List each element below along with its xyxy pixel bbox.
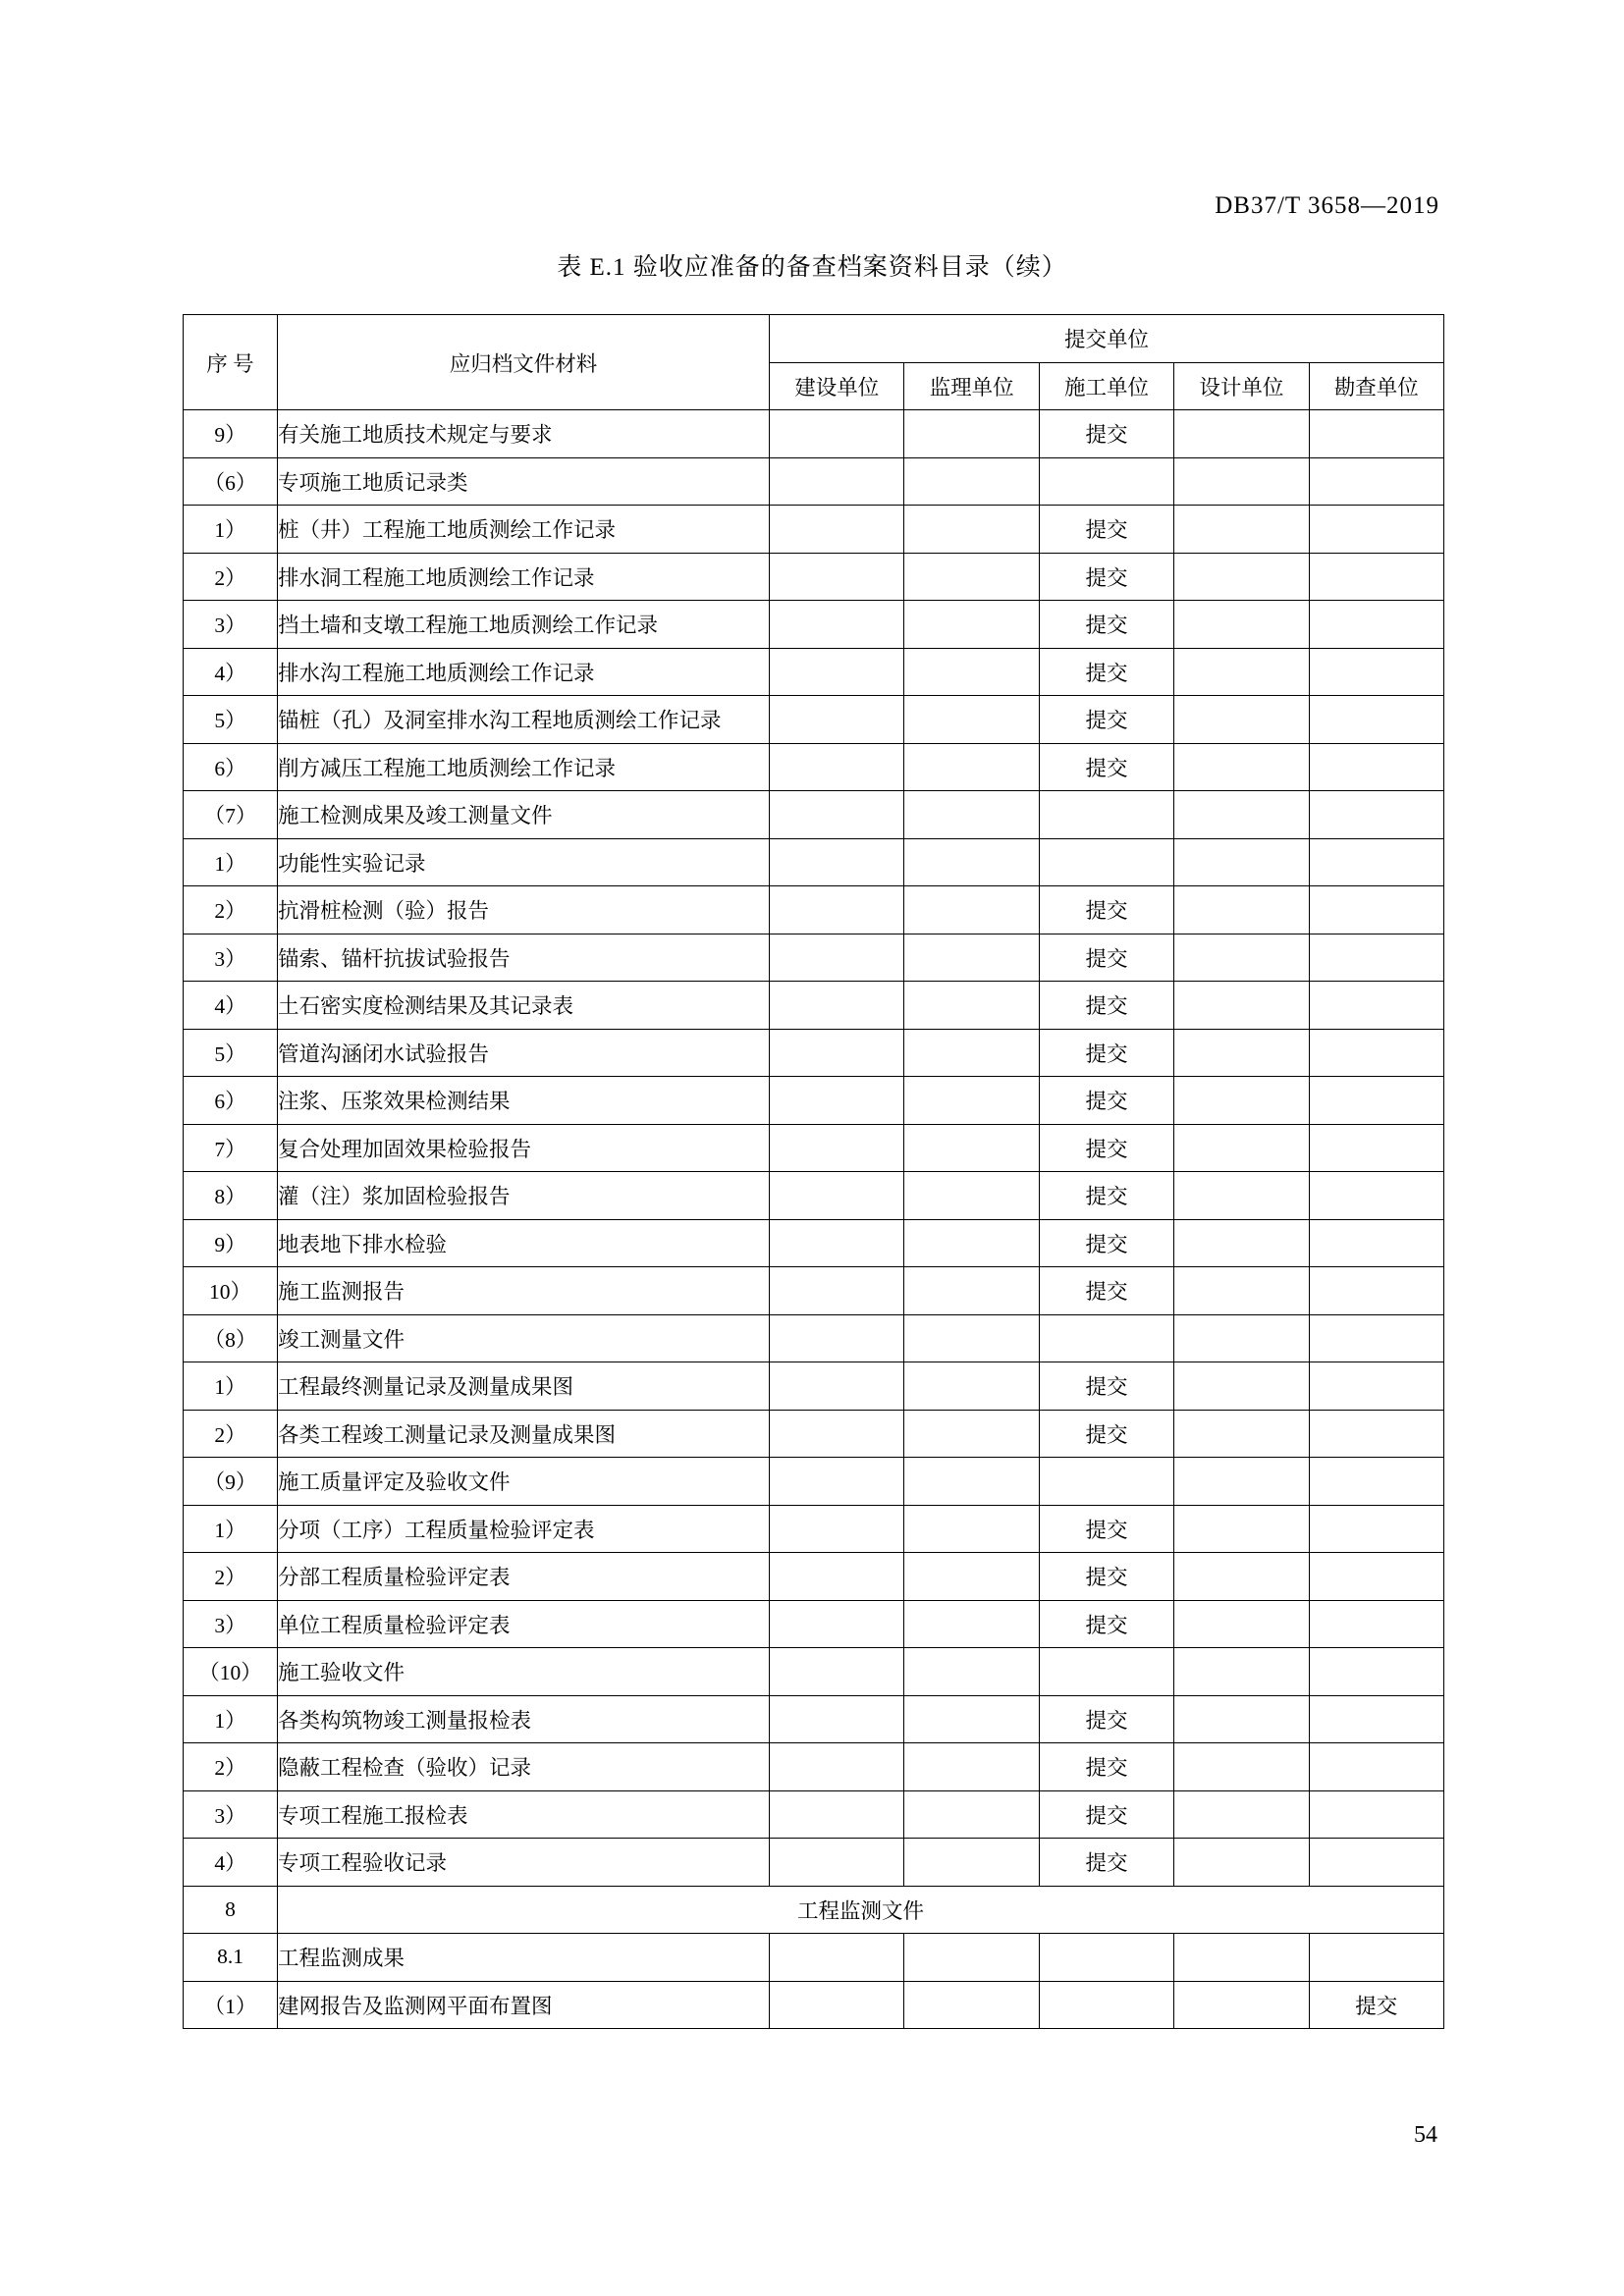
row-seq: 2） xyxy=(184,553,278,601)
row-seq: 2） xyxy=(184,1553,278,1601)
row-submit-cell xyxy=(1309,1648,1443,1696)
row-submit-cell xyxy=(770,1839,904,1887)
row-submit-cell xyxy=(1174,1172,1309,1220)
row-document-name: 施工检测成果及竣工测量文件 xyxy=(278,791,770,839)
row-submit-cell xyxy=(904,1648,1039,1696)
row-submit-cell xyxy=(904,982,1039,1030)
table-row xyxy=(184,1981,1444,2029)
row-document-name: 排水洞工程施工地质测绘工作记录 xyxy=(278,553,770,601)
table-row xyxy=(184,601,1444,649)
table-row xyxy=(184,838,1444,886)
row-submit-cell xyxy=(770,601,904,649)
row-seq: 8.1 xyxy=(184,1934,278,1982)
row-submit-cell: 提交 xyxy=(1039,1124,1173,1172)
row-submit-cell: 提交 xyxy=(1039,648,1173,696)
row-submit-cell xyxy=(904,696,1039,744)
row-submit-cell xyxy=(1174,1077,1309,1125)
row-submit-cell xyxy=(770,1458,904,1506)
row-document-name: 功能性实验记录 xyxy=(278,838,770,886)
row-document-name: 复合处理加固效果检验报告 xyxy=(278,1124,770,1172)
row-seq: 1） xyxy=(184,1505,278,1553)
row-submit-cell xyxy=(1039,791,1173,839)
table-row xyxy=(184,1505,1444,1553)
row-submit-cell xyxy=(770,1314,904,1362)
row-submit-cell: 提交 xyxy=(1039,886,1173,934)
row-seq: 5） xyxy=(184,696,278,744)
row-document-name: 建网报告及监测网平面布置图 xyxy=(278,1981,770,2029)
row-submit-cell xyxy=(904,1934,1039,1982)
row-submit-cell xyxy=(1309,410,1443,458)
table-row xyxy=(184,506,1444,554)
table-row xyxy=(184,410,1444,458)
row-submit-cell xyxy=(904,1553,1039,1601)
table-row xyxy=(184,457,1444,506)
row-document-name: 地表地下排水检验 xyxy=(278,1219,770,1267)
row-document-name: 注浆、压浆效果检测结果 xyxy=(278,1077,770,1125)
row-seq: 3） xyxy=(184,1790,278,1839)
row-submit-cell xyxy=(1174,838,1309,886)
row-submit-cell xyxy=(1174,648,1309,696)
row-seq: 3） xyxy=(184,601,278,649)
table-row xyxy=(184,1600,1444,1648)
row-submit-cell xyxy=(770,838,904,886)
row-submit-cell xyxy=(1174,1553,1309,1601)
row-submit-cell xyxy=(1309,457,1443,506)
row-submit-cell xyxy=(1309,1790,1443,1839)
row-submit-cell: 提交 xyxy=(1039,1839,1173,1887)
row-submit-cell xyxy=(770,1981,904,2029)
row-seq: 8 xyxy=(184,1886,278,1934)
row-submit-cell xyxy=(1174,1029,1309,1077)
row-document-name: 锚索、锚杆抗拔试验报告 xyxy=(278,934,770,982)
row-submit-cell xyxy=(1309,1362,1443,1411)
row-submit-cell xyxy=(1039,1934,1173,1982)
row-document-name: 灌（注）浆加固检验报告 xyxy=(278,1172,770,1220)
row-submit-cell xyxy=(1174,1648,1309,1696)
row-submit-cell xyxy=(1039,457,1173,506)
row-submit-cell xyxy=(904,1172,1039,1220)
table-caption: 表 E.1 验收应准备的备查档案资料目录（续） xyxy=(557,254,1067,281)
row-submit-cell xyxy=(1174,1124,1309,1172)
table-row xyxy=(184,696,1444,744)
row-document-name: 抗滑桩检测（验）报告 xyxy=(278,886,770,934)
row-document-name: 桩（井）工程施工地质测绘工作记录 xyxy=(278,506,770,554)
row-submit-cell: 提交 xyxy=(1039,1505,1173,1553)
row-submit-cell xyxy=(1309,1267,1443,1315)
row-submit-cell xyxy=(770,1219,904,1267)
row-submit-cell xyxy=(904,1981,1039,2029)
row-submit-cell xyxy=(904,648,1039,696)
row-submit-cell: 提交 xyxy=(1039,410,1173,458)
row-submit-cell xyxy=(1174,934,1309,982)
table-row xyxy=(184,1790,1444,1839)
row-submit-cell xyxy=(1174,1600,1309,1648)
row-submit-cell: 提交 xyxy=(1039,696,1173,744)
table-row xyxy=(184,648,1444,696)
row-submit-cell xyxy=(1174,1790,1309,1839)
row-submit-cell xyxy=(770,1790,904,1839)
row-seq: （7） xyxy=(184,791,278,839)
row-document-name: 分项（工序）工程质量检验评定表 xyxy=(278,1505,770,1553)
row-seq: 2） xyxy=(184,1743,278,1791)
row-seq: 1） xyxy=(184,1695,278,1743)
row-document-name: 工程最终测量记录及测量成果图 xyxy=(278,1362,770,1411)
row-submit-cell xyxy=(904,1458,1039,1506)
row-submit-cell: 提交 xyxy=(1039,1695,1173,1743)
table-row xyxy=(184,1314,1444,1362)
row-submit-cell xyxy=(904,1600,1039,1648)
row-submit-cell xyxy=(1309,1458,1443,1506)
row-submit-cell: 提交 xyxy=(1039,1172,1173,1220)
row-submit-cell xyxy=(1309,1077,1443,1125)
row-seq: 10） xyxy=(184,1267,278,1315)
row-submit-cell: 提交 xyxy=(1039,1362,1173,1411)
row-document-name: 各类构筑物竣工测量报检表 xyxy=(278,1695,770,1743)
row-submit-cell xyxy=(1174,696,1309,744)
row-submit-cell xyxy=(1309,1505,1443,1553)
row-submit-cell xyxy=(1174,1505,1309,1553)
row-submit-cell xyxy=(770,457,904,506)
row-submit-cell xyxy=(770,1124,904,1172)
row-document-name: 分部工程质量检验评定表 xyxy=(278,1553,770,1601)
row-submit-cell xyxy=(1309,886,1443,934)
table-row xyxy=(184,1934,1444,1982)
row-submit-cell xyxy=(770,1743,904,1791)
row-submit-cell xyxy=(770,553,904,601)
table-row xyxy=(184,743,1444,791)
header-unit-contractor: 施工单位 xyxy=(1039,362,1173,410)
row-submit-cell xyxy=(1309,696,1443,744)
row-document-name: 施工监测报告 xyxy=(278,1267,770,1315)
row-submit-cell xyxy=(770,696,904,744)
row-submit-cell xyxy=(1309,1600,1443,1648)
row-seq: 6） xyxy=(184,743,278,791)
row-submit-cell: 提交 xyxy=(1039,553,1173,601)
row-document-name: 土石密实度检测结果及其记录表 xyxy=(278,982,770,1030)
row-submit-cell: 提交 xyxy=(1039,1029,1173,1077)
row-submit-cell xyxy=(1309,1743,1443,1791)
table-head xyxy=(184,315,1444,410)
row-submit-cell xyxy=(904,886,1039,934)
row-submit-cell xyxy=(770,1648,904,1696)
row-submit-cell xyxy=(1174,791,1309,839)
row-submit-cell xyxy=(770,1267,904,1315)
archive-table-wrapper xyxy=(183,314,1444,2029)
row-submit-cell: 提交 xyxy=(1039,601,1173,649)
row-document-name: 竣工测量文件 xyxy=(278,1314,770,1362)
row-submit-cell xyxy=(770,1600,904,1648)
row-document-name: 隐蔽工程检查（验收）记录 xyxy=(278,1743,770,1791)
row-submit-cell xyxy=(1174,553,1309,601)
archive-table xyxy=(183,314,1444,2029)
header-seq: 序 号 xyxy=(184,315,278,410)
row-seq: 5） xyxy=(184,1029,278,1077)
row-submit-cell xyxy=(1174,1839,1309,1887)
row-submit-cell xyxy=(1309,1124,1443,1172)
row-submit-cell xyxy=(1174,1219,1309,1267)
row-submit-cell xyxy=(1309,1410,1443,1458)
row-submit-cell xyxy=(904,1743,1039,1791)
row-seq: （8） xyxy=(184,1314,278,1362)
table-row xyxy=(184,1648,1444,1696)
row-document-name: 单位工程质量检验评定表 xyxy=(278,1600,770,1648)
row-submit-cell xyxy=(904,1695,1039,1743)
header-submit-group: 提交单位 xyxy=(770,315,1444,363)
header-document-name: 应归档文件材料 xyxy=(278,315,770,410)
row-submit-cell: 提交 xyxy=(1039,506,1173,554)
header-unit-survey: 勘查单位 xyxy=(1309,362,1443,410)
row-submit-cell xyxy=(904,410,1039,458)
table-row xyxy=(184,934,1444,982)
row-document-name: 专项工程施工报检表 xyxy=(278,1790,770,1839)
row-submit-cell xyxy=(1309,1553,1443,1601)
row-section-title: 工程监测文件 xyxy=(278,1886,1444,1934)
row-document-name: 锚桩（孔）及洞室排水沟工程地质测绘工作记录 xyxy=(278,696,770,744)
row-seq: 6） xyxy=(184,1077,278,1125)
row-seq: 1） xyxy=(184,506,278,554)
row-seq: 9） xyxy=(184,1219,278,1267)
row-submit-cell xyxy=(770,1505,904,1553)
table-row xyxy=(184,1839,1444,1887)
row-submit-cell xyxy=(1174,506,1309,554)
row-submit-cell xyxy=(1309,1029,1443,1077)
row-submit-cell xyxy=(1174,1458,1309,1506)
row-document-name: 施工验收文件 xyxy=(278,1648,770,1696)
table-row xyxy=(184,1077,1444,1125)
table-row xyxy=(184,1124,1444,1172)
row-seq: 4） xyxy=(184,648,278,696)
row-submit-cell xyxy=(904,1029,1039,1077)
row-submit-cell xyxy=(1309,1314,1443,1362)
row-seq: 7） xyxy=(184,1124,278,1172)
row-submit-cell xyxy=(770,1934,904,1982)
row-submit-cell xyxy=(1309,1695,1443,1743)
row-submit-cell xyxy=(904,553,1039,601)
row-submit-cell xyxy=(1309,601,1443,649)
row-submit-cell xyxy=(1309,553,1443,601)
table-header-row-1 xyxy=(184,315,1444,363)
row-seq: 9） xyxy=(184,410,278,458)
row-submit-cell: 提交 xyxy=(1039,1790,1173,1839)
header-unit-design: 设计单位 xyxy=(1174,362,1309,410)
row-submit-cell: 提交 xyxy=(1039,1267,1173,1315)
row-submit-cell xyxy=(904,743,1039,791)
row-submit-cell xyxy=(904,934,1039,982)
row-submit-cell xyxy=(1174,1695,1309,1743)
row-submit-cell xyxy=(770,934,904,982)
table-row xyxy=(184,1410,1444,1458)
row-submit-cell xyxy=(904,1362,1039,1411)
row-submit-cell xyxy=(770,791,904,839)
row-submit-cell xyxy=(1174,1362,1309,1411)
row-submit-cell xyxy=(904,1839,1039,1887)
row-seq: 1） xyxy=(184,838,278,886)
row-submit-cell xyxy=(904,1790,1039,1839)
row-submit-cell xyxy=(770,1172,904,1220)
row-submit-cell xyxy=(904,838,1039,886)
row-seq: 4） xyxy=(184,1839,278,1887)
row-document-name: 挡土墙和支墩工程施工地质测绘工作记录 xyxy=(278,601,770,649)
table-body xyxy=(184,410,1444,2029)
row-submit-cell xyxy=(1174,1981,1309,2029)
row-submit-cell xyxy=(1174,1314,1309,1362)
table-row xyxy=(184,1886,1444,1934)
row-document-name: 管道沟涵闭水试验报告 xyxy=(278,1029,770,1077)
row-submit-cell xyxy=(1174,1934,1309,1982)
row-submit-cell xyxy=(1309,1172,1443,1220)
row-submit-cell xyxy=(770,1077,904,1125)
row-submit-cell xyxy=(1309,1934,1443,1982)
row-submit-cell xyxy=(1309,1219,1443,1267)
row-seq: 8） xyxy=(184,1172,278,1220)
row-submit-cell xyxy=(770,410,904,458)
row-seq: 3） xyxy=(184,934,278,982)
row-submit-cell xyxy=(904,1077,1039,1125)
table-row xyxy=(184,1219,1444,1267)
row-submit-cell: 提交 xyxy=(1309,1981,1443,2029)
row-submit-cell xyxy=(904,1124,1039,1172)
row-document-name: 工程监测成果 xyxy=(278,1934,770,1982)
table-row xyxy=(184,1553,1444,1601)
table-row xyxy=(184,1029,1444,1077)
row-submit-cell xyxy=(1309,934,1443,982)
row-seq: 2） xyxy=(184,886,278,934)
row-submit-cell xyxy=(1174,601,1309,649)
row-submit-cell: 提交 xyxy=(1039,743,1173,791)
row-submit-cell xyxy=(1174,886,1309,934)
row-document-name: 施工质量评定及验收文件 xyxy=(278,1458,770,1506)
row-seq: （1） xyxy=(184,1981,278,2029)
row-submit-cell xyxy=(1309,743,1443,791)
row-document-name: 削方减压工程施工地质测绘工作记录 xyxy=(278,743,770,791)
row-submit-cell xyxy=(904,1219,1039,1267)
table-row xyxy=(184,1743,1444,1791)
row-seq: （9） xyxy=(184,1458,278,1506)
row-submit-cell xyxy=(904,506,1039,554)
row-submit-cell xyxy=(770,886,904,934)
table-row xyxy=(184,1695,1444,1743)
row-submit-cell xyxy=(1309,982,1443,1030)
row-submit-cell xyxy=(1309,838,1443,886)
table-row xyxy=(184,1172,1444,1220)
row-submit-cell xyxy=(770,506,904,554)
row-submit-cell xyxy=(1309,648,1443,696)
table-row xyxy=(184,1267,1444,1315)
header-unit-construction-owner: 建设单位 xyxy=(770,362,904,410)
table-row xyxy=(184,982,1444,1030)
row-submit-cell xyxy=(1039,1314,1173,1362)
row-submit-cell xyxy=(770,1362,904,1411)
row-submit-cell: 提交 xyxy=(1039,1743,1173,1791)
row-submit-cell xyxy=(1174,410,1309,458)
row-seq: 2） xyxy=(184,1410,278,1458)
row-submit-cell xyxy=(904,1505,1039,1553)
table-row xyxy=(184,1362,1444,1411)
row-submit-cell xyxy=(904,1410,1039,1458)
table-row xyxy=(184,1458,1444,1506)
header-unit-supervision: 监理单位 xyxy=(904,362,1039,410)
row-submit-cell: 提交 xyxy=(1039,1600,1173,1648)
row-submit-cell: 提交 xyxy=(1039,1219,1173,1267)
table-row xyxy=(184,553,1444,601)
table-row xyxy=(184,886,1444,934)
row-submit-cell xyxy=(904,1267,1039,1315)
row-submit-cell: 提交 xyxy=(1039,982,1173,1030)
row-submit-cell: 提交 xyxy=(1039,934,1173,982)
row-submit-cell xyxy=(770,648,904,696)
row-submit-cell xyxy=(770,1029,904,1077)
row-submit-cell xyxy=(1039,1648,1173,1696)
row-submit-cell xyxy=(1039,1458,1173,1506)
row-submit-cell xyxy=(904,791,1039,839)
row-document-name: 排水沟工程施工地质测绘工作记录 xyxy=(278,648,770,696)
row-submit-cell xyxy=(770,743,904,791)
row-submit-cell xyxy=(1039,838,1173,886)
standard-number-header: DB37/T 3658—2019 xyxy=(1215,192,1439,219)
row-submit-cell xyxy=(1309,1839,1443,1887)
page-number: 54 xyxy=(1414,2122,1437,2148)
row-submit-cell xyxy=(1174,457,1309,506)
row-submit-cell: 提交 xyxy=(1039,1410,1173,1458)
row-submit-cell xyxy=(770,1410,904,1458)
row-submit-cell xyxy=(1174,743,1309,791)
row-document-name: 专项施工地质记录类 xyxy=(278,457,770,506)
row-submit-cell xyxy=(1309,506,1443,554)
row-submit-cell xyxy=(904,601,1039,649)
row-seq: 1） xyxy=(184,1362,278,1411)
row-document-name: 有关施工地质技术规定与要求 xyxy=(278,410,770,458)
row-seq: （6） xyxy=(184,457,278,506)
row-submit-cell xyxy=(1174,1743,1309,1791)
row-seq: （10） xyxy=(184,1648,278,1696)
row-submit-cell xyxy=(1039,1981,1173,2029)
row-submit-cell xyxy=(1309,791,1443,839)
row-document-name: 各类工程竣工测量记录及测量成果图 xyxy=(278,1410,770,1458)
row-submit-cell xyxy=(1174,1410,1309,1458)
row-document-name: 专项工程验收记录 xyxy=(278,1839,770,1887)
row-submit-cell xyxy=(904,1314,1039,1362)
row-submit-cell xyxy=(904,457,1039,506)
row-submit-cell xyxy=(1174,1267,1309,1315)
row-submit-cell: 提交 xyxy=(1039,1553,1173,1601)
row-seq: 3） xyxy=(184,1600,278,1648)
row-submit-cell xyxy=(770,982,904,1030)
row-submit-cell xyxy=(770,1695,904,1743)
table-row xyxy=(184,791,1444,839)
row-submit-cell xyxy=(1174,982,1309,1030)
row-submit-cell xyxy=(770,1553,904,1601)
row-submit-cell: 提交 xyxy=(1039,1077,1173,1125)
row-seq: 4） xyxy=(184,982,278,1030)
